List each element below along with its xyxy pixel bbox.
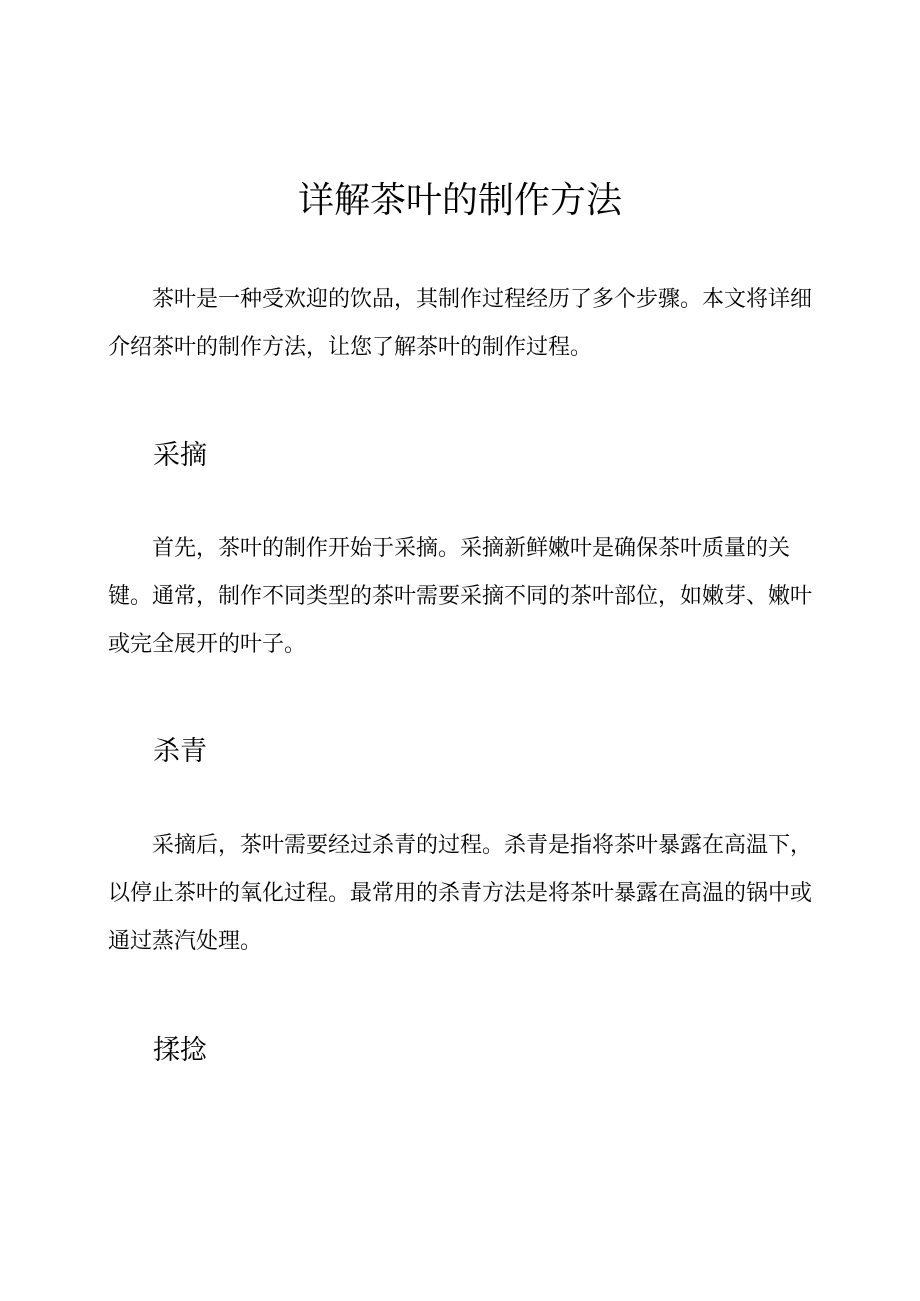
section-heading-picking: 采摘	[153, 440, 207, 471]
section-heading-fixing: 杀青	[153, 736, 207, 767]
intro-paragraph: 茶叶是一种受欢迎的饮品，其制作过程经历了多个步骤。本文将详细介绍茶叶的制作方法，让您了解茶叶的制作过程。	[108, 287, 813, 360]
section-body-fixing: 采摘后，茶叶需要经过杀青的过程。杀青是指将茶叶暴露在高温下，以停止茶叶的氧化过程。最常用的杀青方法是将茶叶暴露在高温的锅中或通过蒸汽处理。	[108, 833, 813, 954]
document-title: 详解茶叶的制作方法	[297, 180, 622, 221]
section-heading-rolling: 揉捻	[153, 1035, 207, 1066]
section-body-picking: 首先，茶叶的制作开始于采摘。采摘新鲜嫩叶是确保茶叶质量的关键。通常，制作不同类型的茶叶需要采摘不同的茶叶部位，如嫩芽、嫩叶或完全展开的叶子。	[108, 536, 813, 657]
